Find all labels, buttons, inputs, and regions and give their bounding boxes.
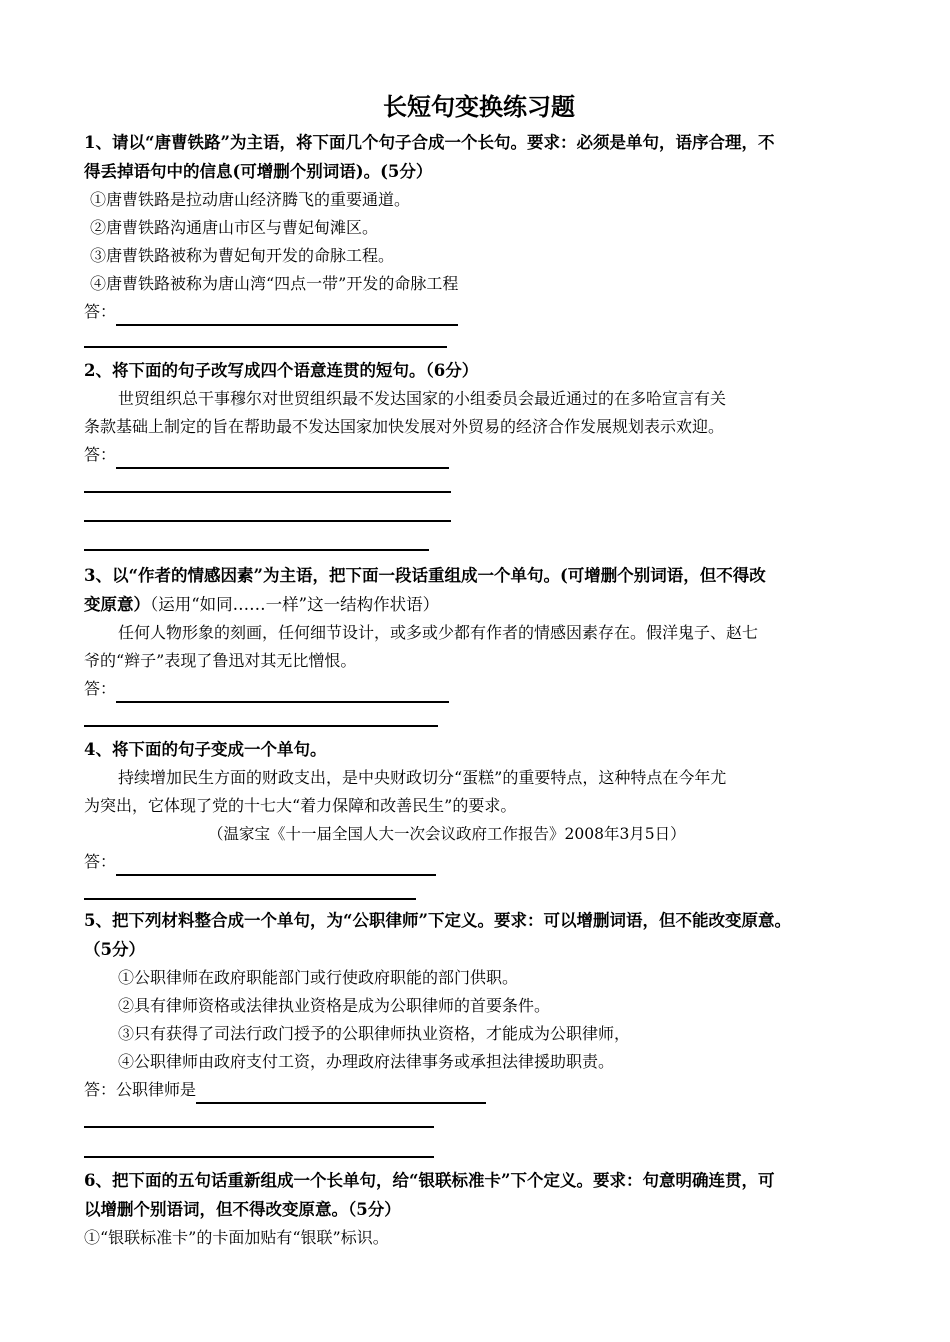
answer-blank[interactable]	[116, 683, 449, 703]
answer-line[interactable]	[84, 1126, 434, 1128]
question-3-stem: 3、以“作者的情感因素”为主语，把下面一段话重组成一个单句。(可增删个别词语，但不得改	[84, 566, 766, 585]
question-4-paragraph-cont: 为突出，它体现了党的十七大“着力保障和改善民生”的要求。	[84, 796, 517, 815]
question-5	[84, 906, 874, 1158]
answer-row	[84, 298, 874, 326]
answer-label: 答：	[84, 445, 117, 464]
question-6-item: ①“银联标准卡”的卡面加贴有“银联”标识。	[84, 1228, 389, 1247]
question-4-stem: 4、将下面的句子变成一个单句。	[84, 740, 327, 759]
document-page	[84, 92, 874, 1252]
answer-row	[84, 1076, 874, 1104]
question-1-stem: 1、请以“唐曹铁路”为主语，将下面几个句子合成一个长句。要求：必须是单句，语序合理，不	[84, 133, 775, 152]
question-5-item: ④公职律师由政府支付工资，办理政府法律事务或承担法律援助职责。	[118, 1052, 615, 1071]
question-1-stem-cont: 得丢掉语句中的信息(可增删个别词语)。(5分）	[84, 162, 433, 181]
question-3-stem-bold: 变原意）	[84, 595, 150, 614]
answer-line[interactable]	[84, 898, 416, 900]
page-title: 长短句变换练习题	[383, 92, 575, 121]
answer-label: 答：	[84, 679, 117, 698]
question-3-stem-cont	[84, 590, 874, 619]
question-3-stem-note: （运用“如同……一样”这一结构作状语）	[150, 595, 440, 614]
question-2-paragraph-cont: 条款基础上制定的旨在帮助最不发达国家加快发展对外贸易的经济合作发展规划表示欢迎。	[84, 417, 725, 436]
answer-line[interactable]	[84, 725, 438, 727]
answer-line[interactable]	[84, 346, 447, 348]
answer-row	[84, 848, 874, 876]
answer-line[interactable]	[84, 549, 429, 551]
question-5-stem: 5、把下列材料整合成一个单句，为“公职律师”下定义。要求：可以增删词语，但不能改变原意。	[84, 911, 791, 930]
question-1-item: ②唐曹铁路沟通唐山市区与曹妃甸滩区。	[90, 218, 379, 237]
question-1	[84, 128, 874, 348]
question-5-stem-cont: （5分）	[84, 940, 145, 959]
answer-line[interactable]	[84, 1156, 434, 1158]
question-1-item: ①唐曹铁路是拉动唐山经济腾飞的重要通道。	[90, 190, 411, 209]
question-3-paragraph: 任何人物形象的刻画，任何细节设计，或多或少都有作者的情感因素存在。假洋鬼子、赵七	[118, 623, 759, 642]
question-2-stem: 2、将下面的句子改写成四个语意连贯的短句。（6分）	[84, 361, 479, 380]
answer-row	[84, 441, 874, 469]
answer-blank[interactable]	[116, 449, 449, 469]
answer-row	[84, 675, 874, 703]
question-5-item: ②具有律师资格或法律执业资格是成为公职律师的首要条件。	[118, 996, 551, 1015]
answer-blank[interactable]	[116, 306, 458, 326]
question-5-item: ①公职律师在政府职能部门或行使政府职能的部门供职。	[118, 968, 519, 987]
answer-line[interactable]	[84, 520, 451, 522]
answer-line[interactable]	[84, 491, 451, 493]
question-2-paragraph: 世贸组织总干事穆尔对世贸组织最不发达国家的小组委员会最近通过的在多哈宣言有关	[118, 389, 727, 408]
question-4-paragraph: 持续增加民生方面的财政支出，是中央财政切分“蛋糕”的重要特点，这种特点在今年尤	[118, 768, 727, 787]
question-1-item: ④唐曹铁路被称为唐山湾“四点一带”开发的命脉工程	[90, 274, 459, 293]
question-4-source: （温家宝《十一届全国人大一次会议政府工作报告》2008年3月5日）	[208, 825, 686, 843]
answer-blank[interactable]	[116, 856, 436, 876]
question-5-item: ③只有获得了司法行政门授予的公职律师执业资格，才能成为公职律师，	[118, 1024, 631, 1043]
question-2	[84, 356, 874, 551]
question-6-stem-cont: 以增删个别语词，但不得改变原意。（5分）	[84, 1200, 401, 1219]
question-4	[84, 735, 874, 900]
question-3	[84, 561, 874, 727]
question-6-stem: 6、把下面的五句话重新组成一个长单句，给“银联标准卡”下个定义。要求：句意明确连贯，可	[84, 1171, 775, 1190]
answer-label: 答：公职律师是	[84, 1080, 197, 1099]
answer-label: 答：	[84, 852, 117, 871]
answer-label: 答：	[84, 302, 117, 321]
answer-blank[interactable]	[196, 1084, 486, 1104]
question-1-item: ③唐曹铁路被称为曹妃甸开发的命脉工程。	[90, 246, 395, 265]
question-6	[84, 1166, 874, 1252]
question-3-paragraph-cont: 爷的“辫子”表现了鲁迅对其无比憎恨。	[84, 651, 357, 670]
